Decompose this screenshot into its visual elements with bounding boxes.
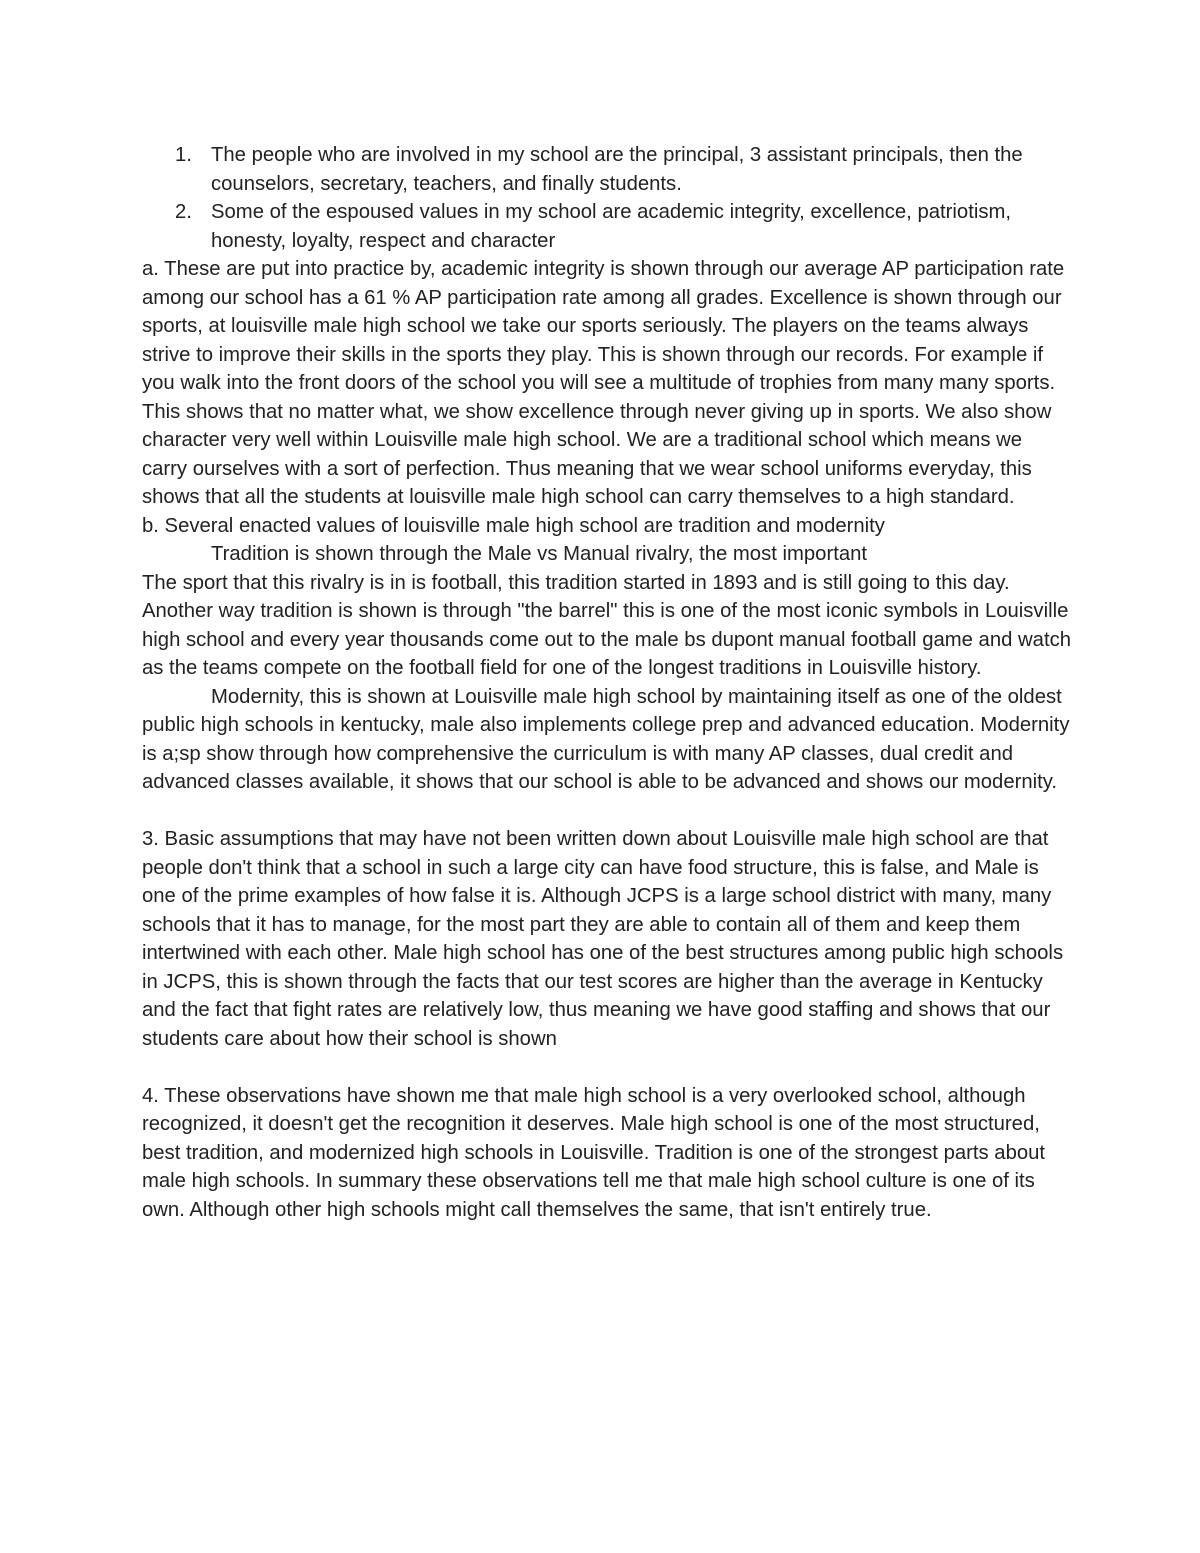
paragraph-3: 3. Basic assumptions that may have not been written down about Louisville male high school are that people don't think that a school in such a large city can have food structure, this is false, and Male is one of the prime examples of how false it is. Although JCPS is a large school district with many, many schools that it has to manage, for the most part they are able to contain all of them and keep them intertwined with each other. Male high school has one of the best structures among public high schools in JCPS, this is shown through the facts that our test scores are higher than the average in Kentucky and the fact that fight rates are relatively low, thus meaning we have good staffing and shows that our students care about how their school is shown: [142, 828, 1064, 1050]
blank-line: [142, 1053, 1072, 1082]
list-item-text: Some of the espoused values in my school are academic integrity, excellence, patriotism, honesty, loyalty, respect and character: [211, 201, 1011, 252]
list-item: [142, 141, 1072, 198]
list-item-number: 2.: [175, 201, 192, 223]
paragraph-b: b. Several enacted values of louisville male high school are tradition and modernity: [142, 514, 885, 537]
paragraph-modernity: Modernity, this is shown at Louisville male high school by maintaining itself as one of the oldest public high schools in kentucky, male also implements college prep and advanced education. Modernity is a;sp show through how comprehensive the curriculum is with many AP classes, dual credit and advanced classes available, it shows that our school is able to be advanced and shows our modernity.: [142, 685, 1070, 793]
numbered-list: [142, 141, 1072, 255]
paragraph-a: a. These are put into practice by, academic integrity is shown through our average AP participation rate among our school has a 61 % AP participation rate among all grades. Excellence is shown through our sports, at louisville male high school we take our sports seriously. The players on the teams always strive to improve their skills in the sports they play. This is shown through our records. For example if you walk into the front doors of the school you will see a multitude of trophies from many many sports. This shows that no matter what, we show excellence through never giving up in sports. We also show character very well within Louisville male high school. We are a traditional school which means we carry ourselves with a sort of perfection. Thus meaning that we wear school uniforms everyday, this shows that all the students at louisville male high school can carry themselves to a high standard.: [142, 258, 1065, 508]
paragraph-tradition: The sport that this rivalry is in is football, this tradition started in 1893 and is still going to this day. Another way tradition is shown is through "the barrel" this is one of the most iconic symbols in Louisville high school and every year thousands come out to the male bs dupont manual football game and watch as the teams compete on the football field for one of the longest traditions in Louisville history.: [142, 571, 1072, 679]
paragraph-4: 4. These observations have shown me that male high school is a very overlooked school, although recognized, it doesn't get the recognition it deserves. Male high school is one of the most structured, best tradition, and modernized high schools in Louisville. Tradition is one of the strongest parts about male high schools. In summary these observations tell me that male high school culture is one of its own. Although other high schools might call themselves the same, that isn't entirely true.: [142, 1084, 1046, 1221]
document-body: [142, 141, 1072, 1224]
list-item: [142, 198, 1072, 255]
list-item-text: The people who are involved in my school are the principal, 3 assistant principals, then the counselors, secretary, teachers, and finally students.: [211, 144, 1023, 195]
list-item-number: 1.: [175, 144, 192, 166]
paragraph-tradition-intro: Tradition is shown through the Male vs Manual rivalry, the most important: [211, 543, 868, 565]
blank-line: [142, 797, 1072, 826]
